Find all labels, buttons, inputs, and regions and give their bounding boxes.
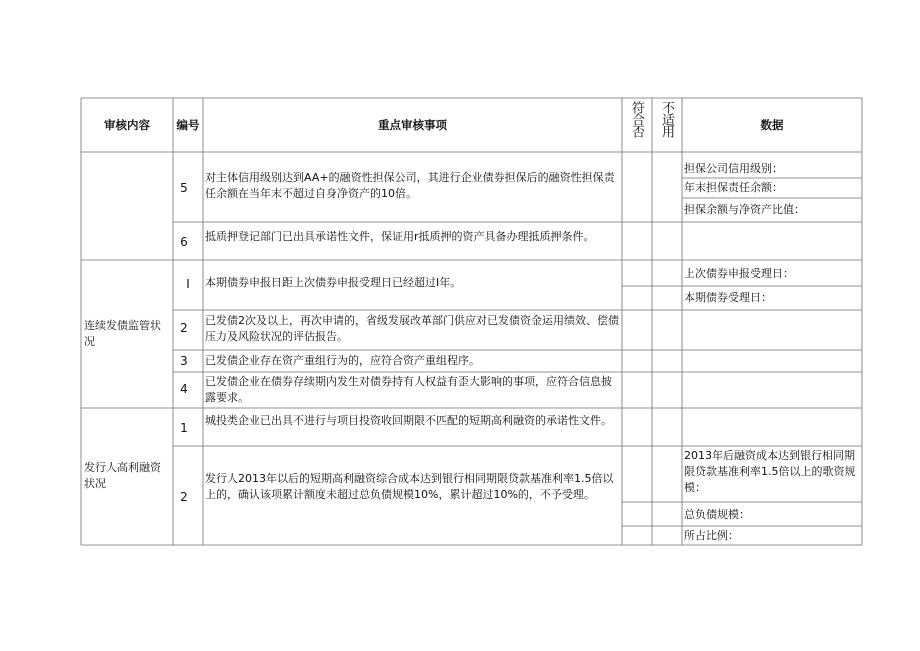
review-item: 城投类企业已出具不进行与项目投资收回期限不匹配的短期高利融资的承诺性文件。 <box>205 414 612 427</box>
review-item: 已发债企业存在资产重组行为的，应符合资产重组程序。 <box>205 354 480 367</box>
review-item: 已发债企业在债券存续期内发生对债券持有人权益有歪大影响的事项，应符合信息披露要求。 <box>205 375 612 404</box>
row-number: 5 <box>180 181 188 195</box>
row-number: 3 <box>180 354 188 368</box>
data-guarantor-rating: 担保公司信用级别： <box>684 162 783 175</box>
header-data: 数据 <box>760 118 784 132</box>
header-not-applicable: 不适用 <box>659 101 674 137</box>
header-number: 编号 <box>176 118 200 132</box>
data-ratio: 所占比例： <box>684 529 739 542</box>
row-number: 2 <box>180 321 188 335</box>
row-number: 4 <box>180 382 188 396</box>
category-continuous-issuance: 连续发债监管状况 <box>84 319 161 348</box>
header-compliant: 符合否 <box>629 101 644 137</box>
review-item: 发行人2013年以后的短期高利融资综合成本达到银行相同期限贷款基准利率1.5倍以上的，确认该项累计额度未超过总负债规模10%，累计超过10%的，不予受理。 <box>205 472 614 501</box>
row-number: 1 <box>180 421 188 435</box>
row-number: I <box>186 277 190 291</box>
review-item: 已发债2次及以上，再次申请的，省级发展改革部门供应对已发债资金运用绩效、偿债压力及风险状况的评估报告。 <box>205 314 619 343</box>
header-content: 审核内容 <box>104 118 150 132</box>
data-current-acceptance-date: 本期债券受理日： <box>684 291 772 304</box>
review-item: 抵质押登记部门已出具承诺性文件，保证用r抵质押的资产具备办理抵质押条件。 <box>205 230 595 243</box>
data-total-liabilities: 总负债规模： <box>684 508 750 521</box>
row-number: 6 <box>180 235 188 249</box>
review-item: 对主体信用级别达到AA+的融资性担保公司，其进行企业债券担保后的融资性担保责任余额在当年末不超过自身净资产的10倍。 <box>205 171 615 200</box>
review-item: 本期债券申报日距上次债券申报受理日已经超过I年。 <box>205 276 462 289</box>
data-last-acceptance-date: 上次债券申报受理日： <box>684 267 794 280</box>
data-high-cost-financing-scale: 2013年后融资成本达到银行相同期限贷款基准利率1.5倍以上的歌资规模： <box>684 449 856 494</box>
data-year-end-guarantee-balance: 年末担保责任余额： <box>684 181 783 194</box>
header-items: 重点审核事项 <box>378 118 447 132</box>
category-high-interest-financing: 发行人高利融资状况 <box>84 461 161 490</box>
data-guarantee-to-net-assets: 担保余额与净资产比值： <box>684 203 805 216</box>
row-number: 2 <box>180 490 188 504</box>
